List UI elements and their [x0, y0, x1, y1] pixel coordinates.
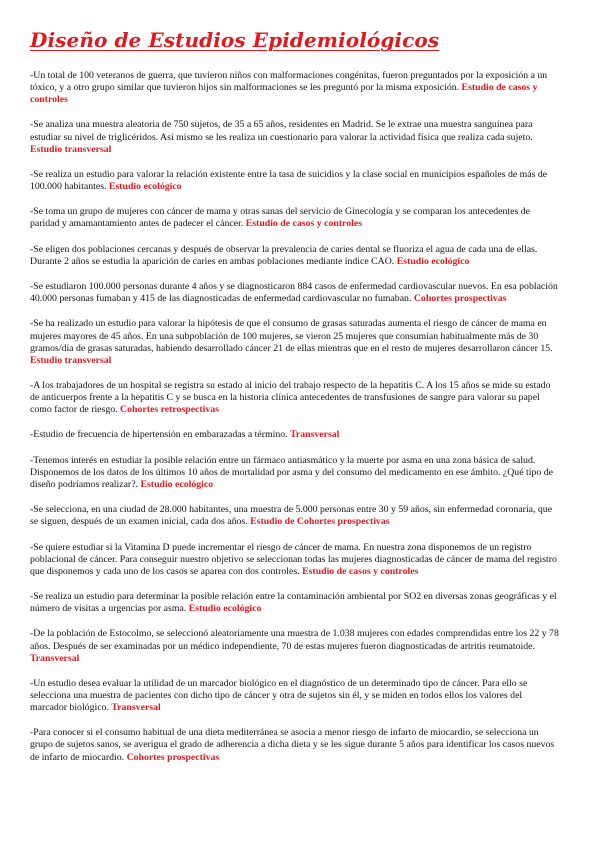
exercise-item	[30, 455, 559, 491]
exercise-text: -Para conocer si el consumo habitual de una dieta mediterránea se asocia a menor riesgo de infarto de miocardio, se selecciona un grupo de sujetos sanos, se averigua el grado de adherencia a dicha dieta y se les sigue durante 5 años para identificar los casos nuevos de infarto de miocardio.	[30, 727, 555, 763]
study-type-answer: Estudio ecológico	[188, 603, 262, 615]
exercise-text: -Se quiere estudiar si la Vitamina D puede incrementar el riesgo de cáncer de mama. En nuestra zona disponemos de un registro poblacional de cáncer. Para conseguir nuestro objetivo se seleccionan todas las mujeres diagnosticadas de cáncer de mama del registro que disponemos y cada uno de los casos se aparea con dos controles.	[30, 541, 557, 577]
study-type-answer: Estudio de casos y controles	[302, 565, 419, 577]
exercise-text: -Se eligen dos poblaciones cercanas y después de observar la prevalencia de caries dental se fluoriza el agua de cada una de ellas. Durante 2 años se estudia la aparición de caries en ambas poblaciones mediante índice CAO.	[30, 243, 538, 267]
exercise-item	[30, 678, 559, 714]
study-type-answer: Estudio ecológico	[108, 181, 182, 193]
exercise-text: -Se toma un grupo de mujeres con cáncer de mama y otras sanas del servicio de Ginecología y se comparan los antecedentes de paridad y amamantamiento antes de padecer el cáncer.	[30, 206, 530, 230]
exercise-text: -Se ha realizado un estudio para valorar la hipótesis de que el consumo de grasas saturadas aumenta el riesgo de cáncer de mama en mujeres mayores de 45 años. En una subpoblación de 100 mujeres, se vieron 25 mujeres que consumían habitualmente más de 30 gramos/día de grasas saturadas, habiendo desarrollado cáncer 21 de ellas mientras que en el resto de mujeres desarrollaron cáncer 15.	[30, 318, 553, 354]
exercise-text: -Se analiza una muestra aleatoria de 750 sujetos, de 35 a 65 años, residentes en Madrid. Se le extrae una muestra sanguínea para estudiar su nivel de triglicéridos. Así mismo se les realiza un cuestionario para valorar la actividad física que realiza cada sujeto.	[30, 119, 533, 143]
exercise-text: -Un estudio desea evaluar la utilidad de un marcador biológico en el diagnóstico de un determinado tipo de cáncer. Para ello se selecciona una muestra de pacientes con dicho tipo de cáncer y otra de sujetos sin él, y se miden en todos ellos los valores del marcador biológico.	[30, 677, 528, 714]
exercise-text: -Se realiza un estudio para valorar la relación existente entre la tasa de suicidios y la clase social en municipios españoles de más de 100.000 habitantes.	[30, 168, 548, 193]
exercise-item	[30, 206, 559, 230]
exercise-item	[30, 169, 559, 193]
exercise-item	[30, 727, 559, 763]
study-type-answer: Estudio ecológico	[140, 478, 214, 490]
study-type-answer: Estudio transversal	[30, 143, 112, 155]
exercise-text: -Se estudiaron 100.000 personas durante 4 años y se diagnosticaron 884 casos de enfermedad cardiovascular nuevos. En esa población 40.000 personas fumaban y 415 de las diagnosticadas de enfermedad cardiovascular no fumaban.	[30, 281, 558, 305]
study-type-answer: Estudio de casos y controles	[245, 218, 363, 230]
study-type-answer: Estudio ecológico	[396, 255, 470, 267]
study-type-answer: Cohortes prospectivas	[126, 751, 220, 763]
exercise-item	[30, 429, 559, 441]
exercise-list	[30, 70, 559, 764]
exercise-item	[30, 504, 559, 528]
study-type-answer: Transversal	[290, 429, 340, 441]
exercise-item	[30, 244, 559, 268]
exercise-item	[30, 542, 559, 578]
exercise-item	[30, 628, 559, 664]
exercise-text: -Estudio de frecuencia de hipertensión en embarazadas a término.	[30, 429, 288, 441]
exercise-item	[30, 318, 559, 366]
exercise-text: -A los trabajadores de un hospital se registra su estado al inicio del trabajo respecto de la hepatitis C. A los 15 años se mide su estado de anticuerpos frente a la hepatitis C y se busca en la historia clínica antecedentes de transfusiones de sangre para valorar su papel como factor de riesgo.	[30, 380, 551, 416]
study-type-answer: Estudio de Cohortes prospectivas	[250, 516, 390, 528]
exercise-item	[30, 591, 559, 615]
study-type-answer: Cohortes prospectivas	[413, 293, 507, 305]
exercise-text: -Tenemos interés en estudiar la posible relación entre un fármaco antiasmático y la muerte por asma en una zona básica de salud. Disponemos de los datos de los últimos 10 años de mortalidad por asma y del consumo del medicamento en ese ámbito. ¿Qué tipo de diseño podríamos realizar?.	[30, 454, 553, 490]
exercise-item	[30, 380, 559, 416]
exercise-item	[30, 70, 559, 106]
study-type-answer: Transversal	[30, 652, 80, 664]
exercise-text: -De la población de Estocolmo, se seleccionó aleatoriamente una muestra de 1.038 mujeres con edades comprendidas entre los 22 y 78 años. Después de ser examinadas por un médico independiente, 70 de estas mujeres fueron diagnosticadas de artritis reumatoide.	[30, 628, 559, 652]
exercise-item	[30, 281, 559, 305]
study-type-answer: Transversal	[111, 702, 161, 714]
exercise-text: -Se realiza un estudio para determinar la posible relación entre la contaminación ambiental por SO2 en diversas zonas geográficas y el número de visitas a urgencias por asma.	[30, 591, 557, 615]
study-type-answer: Estudio de casos y controles	[30, 82, 538, 106]
exercise-text: -Se selecciona, en una ciudad de 28.000 habitantes, una muestra de 5.000 personas entre 30 y 59 años, sin enfermedad coronaria, que se siguen, después de un examen inicial, cada dos años.	[30, 504, 553, 528]
study-type-answer: Cohortes retrospectivas	[120, 404, 219, 416]
exercise-item	[30, 119, 559, 155]
page-title: Diseño de Estudios Epidemiológicos	[30, 28, 440, 52]
exercise-text: -Un total de 100 veteranos de guerra, que tuvieron niños con malformaciones congénitas, fueron preguntados por la exposición a un tóxico, y a otro grupo similar que tuvieron hijos sin malformaciones se les preguntó por la misma exposición.	[30, 70, 548, 94]
study-type-answer: Estudio transversal	[30, 354, 112, 366]
